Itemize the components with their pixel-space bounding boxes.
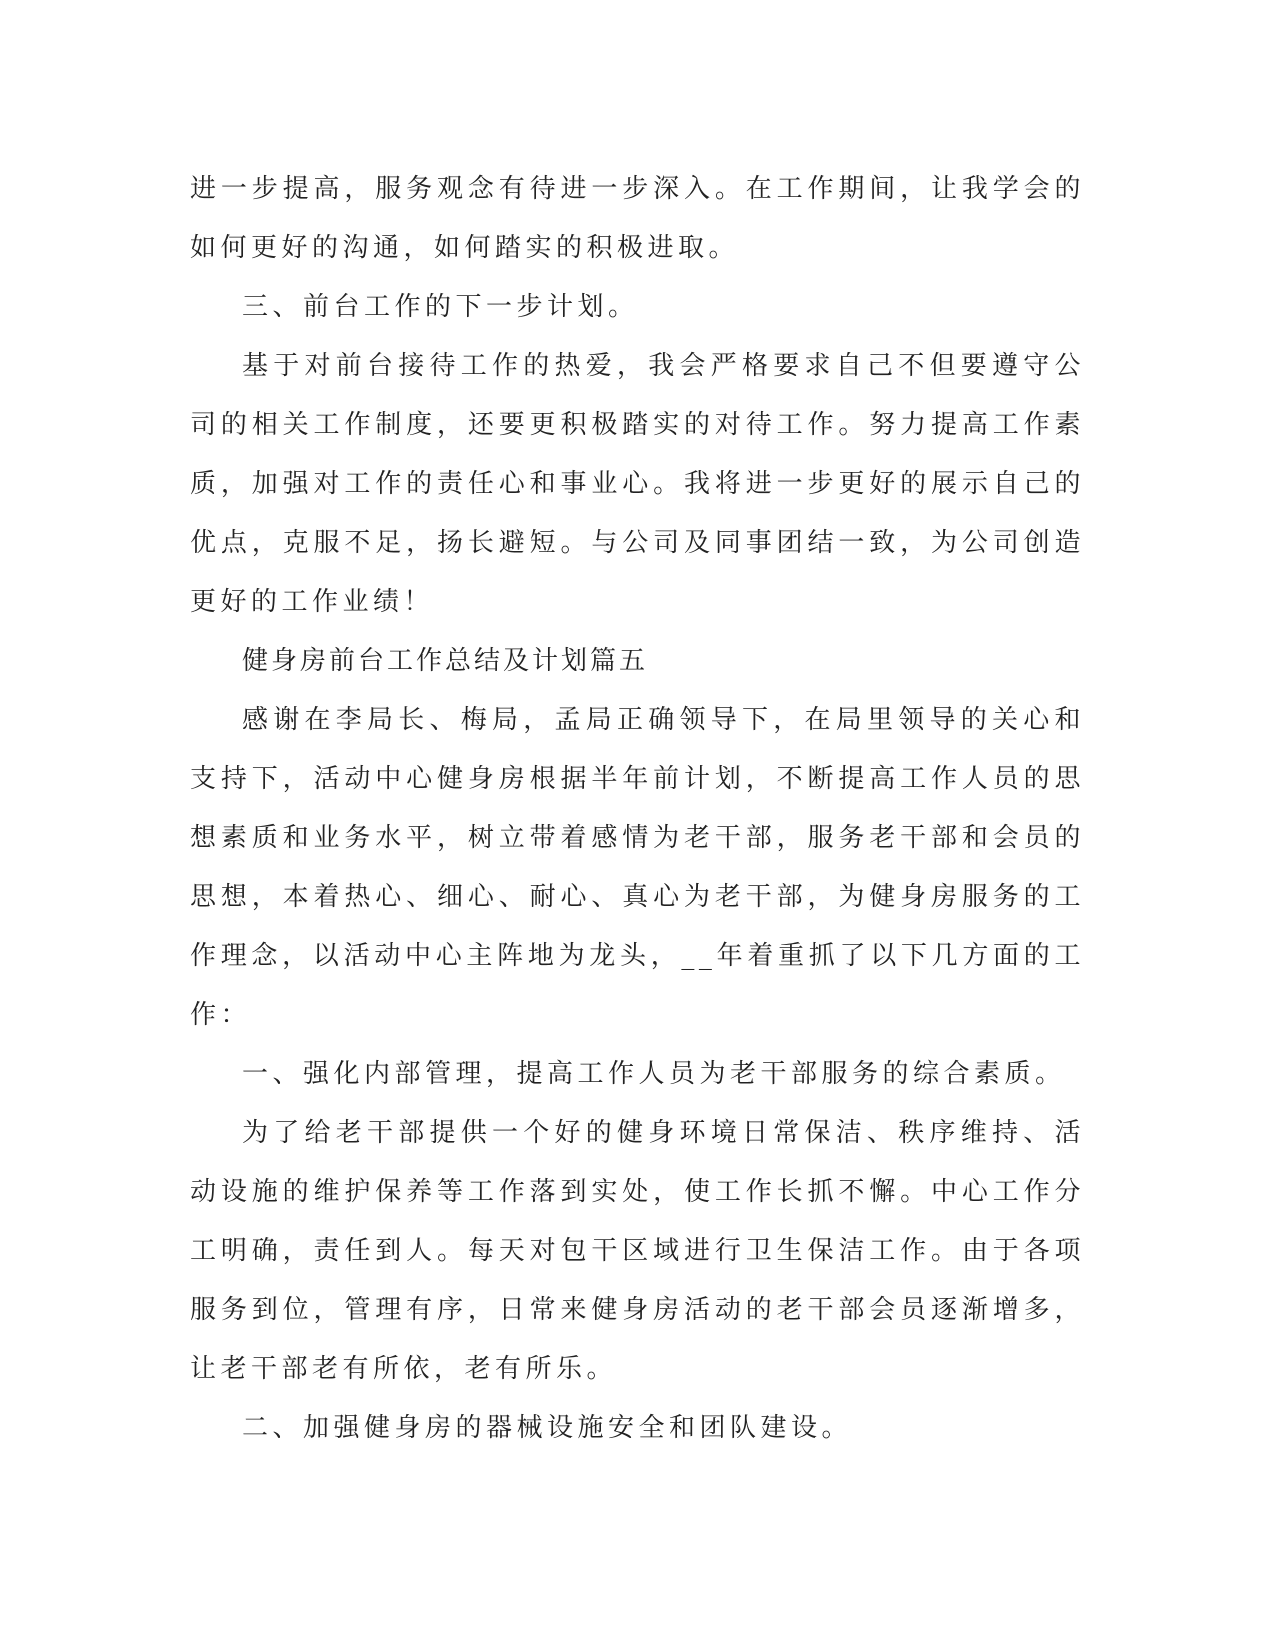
section-heading-internal-management: 一、强化内部管理，提高工作人员为老干部服务的综合素质。 xyxy=(242,1059,1066,1089)
paragraph-intro: 感谢在李局长、梅局，孟局正确领导下，在局里领导的关心和支持下，活动中心健身房根据半年前计划，不断提高工作人员的思想素质和业务水平，树立带着感情为老干部，服务老干部和会员的思想，本着热心、细心、耐心、真心为老干部，为健身房服务的工作理念，以活动中心主阵地为龙头，__年着重抓了以下几方面的工作： xyxy=(190,705,1085,1030)
document-body xyxy=(190,160,1085,1458)
section-heading-equipment-safety: 二、加强健身房的器械设施安全和团队建设。 xyxy=(242,1413,853,1443)
section-heading-next-plan: 三、前台工作的下一步计划。 xyxy=(242,292,639,322)
paragraph-plan: 基于对前台接待工作的热爱，我会严格要求自己不但要遵守公司的相关工作制度，还要更积极踏实的对待工作。努力提高工作素质，加强对工作的责任心和事业心。我将进一步更好的展示自己的优点，克服不足，扬长避短。与公司及同事团结一致，为公司创造更好的工作业绩！ xyxy=(190,351,1085,617)
paragraph-management: 为了给老干部提供一个好的健身环境日常保洁、秩序维持、活动设施的维护保养等工作落到实处，使工作长抓不懈。中心工作分工明确，责任到人。每天对包干区域进行卫生保洁工作。由于各项服务到位，管理有序，日常来健身房活动的老干部会员逐渐增多，让老干部老有所依，老有所乐。 xyxy=(190,1118,1085,1384)
paragraph-continuation: 进一步提高，服务观念有待进一步深入。在工作期间，让我学会的如何更好的沟通，如何踏实的积极进取。 xyxy=(190,174,1085,263)
article-title: 健身房前台工作总结及计划篇五 xyxy=(242,646,649,676)
